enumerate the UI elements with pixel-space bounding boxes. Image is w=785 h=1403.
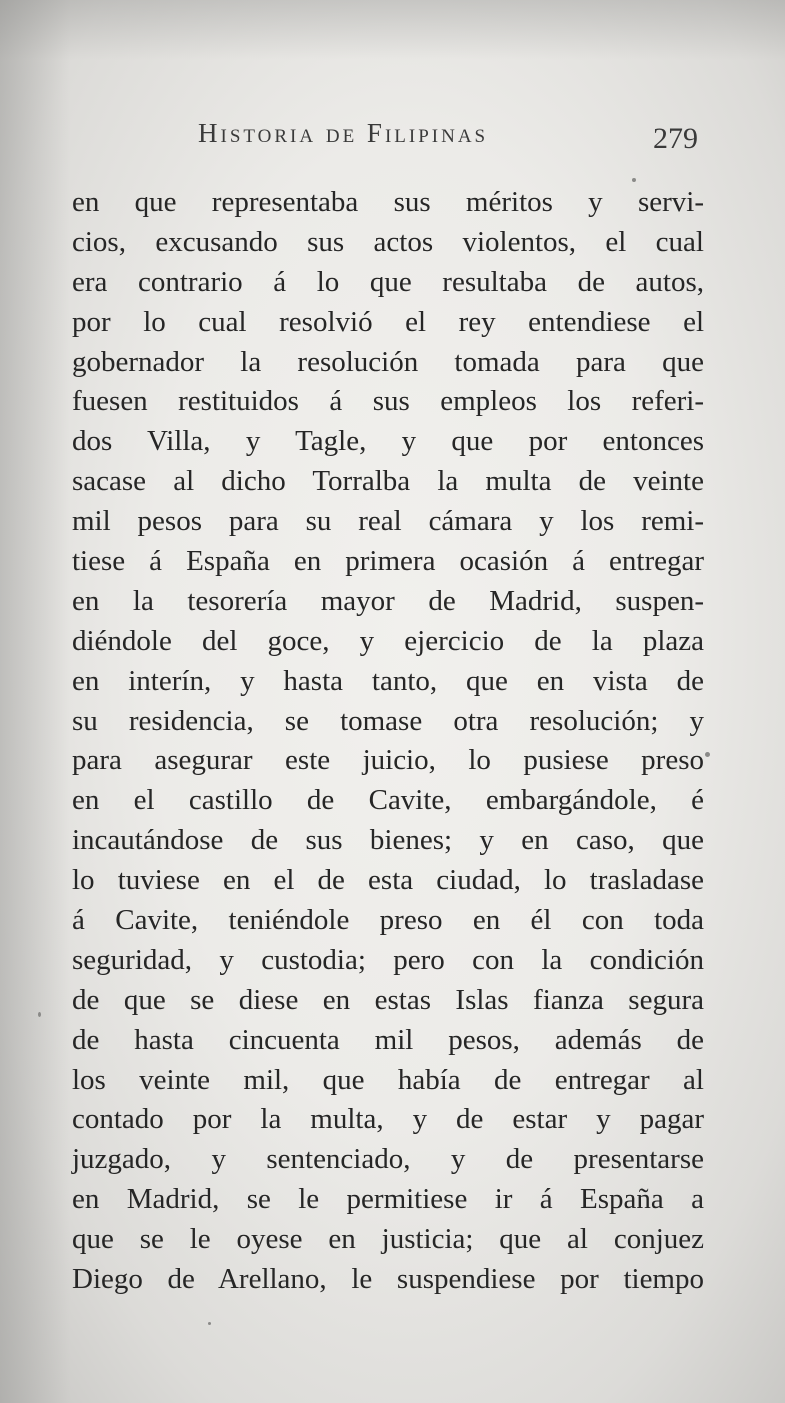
text-line: en Madrid, se le permitiese ir á España a xyxy=(72,1183,704,1216)
text-line: dos Villa, y Tagle, y que por entonces xyxy=(72,425,704,458)
text-line: para asegurar este juicio, lo pusiese preso xyxy=(72,744,704,777)
text-line: que se le oyese en justicia; que al conjuez xyxy=(72,1223,704,1256)
text-line: contado por la multa, y de estar y pagar xyxy=(72,1103,704,1136)
text-line: incautándose de sus bienes; y en caso, que xyxy=(72,824,704,857)
text-line: de que se diese en estas Islas fianza segura xyxy=(72,983,704,1016)
text-line: por lo cual resolvió el rey entendiese el xyxy=(72,305,704,338)
page-shadow-top xyxy=(0,0,785,60)
text-line: cios, excusando sus actos violentos, el cual xyxy=(72,225,704,258)
text-line: fuesen restituidos á sus empleos los referi- xyxy=(72,385,704,418)
text-line: á Cavite, teniéndole preso en él con toda xyxy=(72,904,704,937)
text-line: en el castillo de Cavite, embargándole, é xyxy=(72,784,704,817)
text-line: de hasta cincuenta mil pesos, además de xyxy=(72,1023,704,1056)
ink-speck xyxy=(632,178,636,182)
text-line: mil pesos para su real cámara y los remi- xyxy=(72,505,704,538)
text-line: lo tuviese en el de esta ciudad, lo trasladase xyxy=(72,864,704,897)
text-line: tiese á España en primera ocasión á entregar xyxy=(72,545,704,578)
text-line: en la tesorería mayor de Madrid, suspen- xyxy=(72,584,704,617)
text-line: diéndole del goce, y ejercicio de la plaza xyxy=(72,624,704,657)
page-number: 279 xyxy=(653,122,698,155)
text-line: Diego de Arellano, le suspendiese por tiempo xyxy=(72,1263,704,1296)
page-header xyxy=(198,118,698,168)
ink-speck xyxy=(705,752,710,757)
text-line: juzgado, y sentenciado, y de presentarse xyxy=(72,1143,704,1176)
text-line: sacase al dicho Torralba la multa de veinte xyxy=(72,465,704,498)
running-title: Historia de Filipinas xyxy=(198,118,489,148)
text-line: en interín, y hasta tanto, que en vista de xyxy=(72,664,704,697)
page-shadow-left xyxy=(0,0,70,1403)
text-line: era contrario á lo que resultaba de autos, xyxy=(72,265,704,298)
ink-speck xyxy=(208,1322,211,1325)
text-line: los veinte mil, que había de entregar al xyxy=(72,1063,704,1096)
ink-speck xyxy=(38,1012,41,1017)
text-line: gobernador la resolución tomada para que xyxy=(72,345,704,378)
text-line: seguridad, y custodia; pero con la condición xyxy=(72,943,704,976)
text-line: en que representaba sus méritos y servi- xyxy=(72,186,704,218)
text-line: su residencia, se tomase otra resolución; y xyxy=(72,704,704,737)
body-text xyxy=(72,183,704,1300)
